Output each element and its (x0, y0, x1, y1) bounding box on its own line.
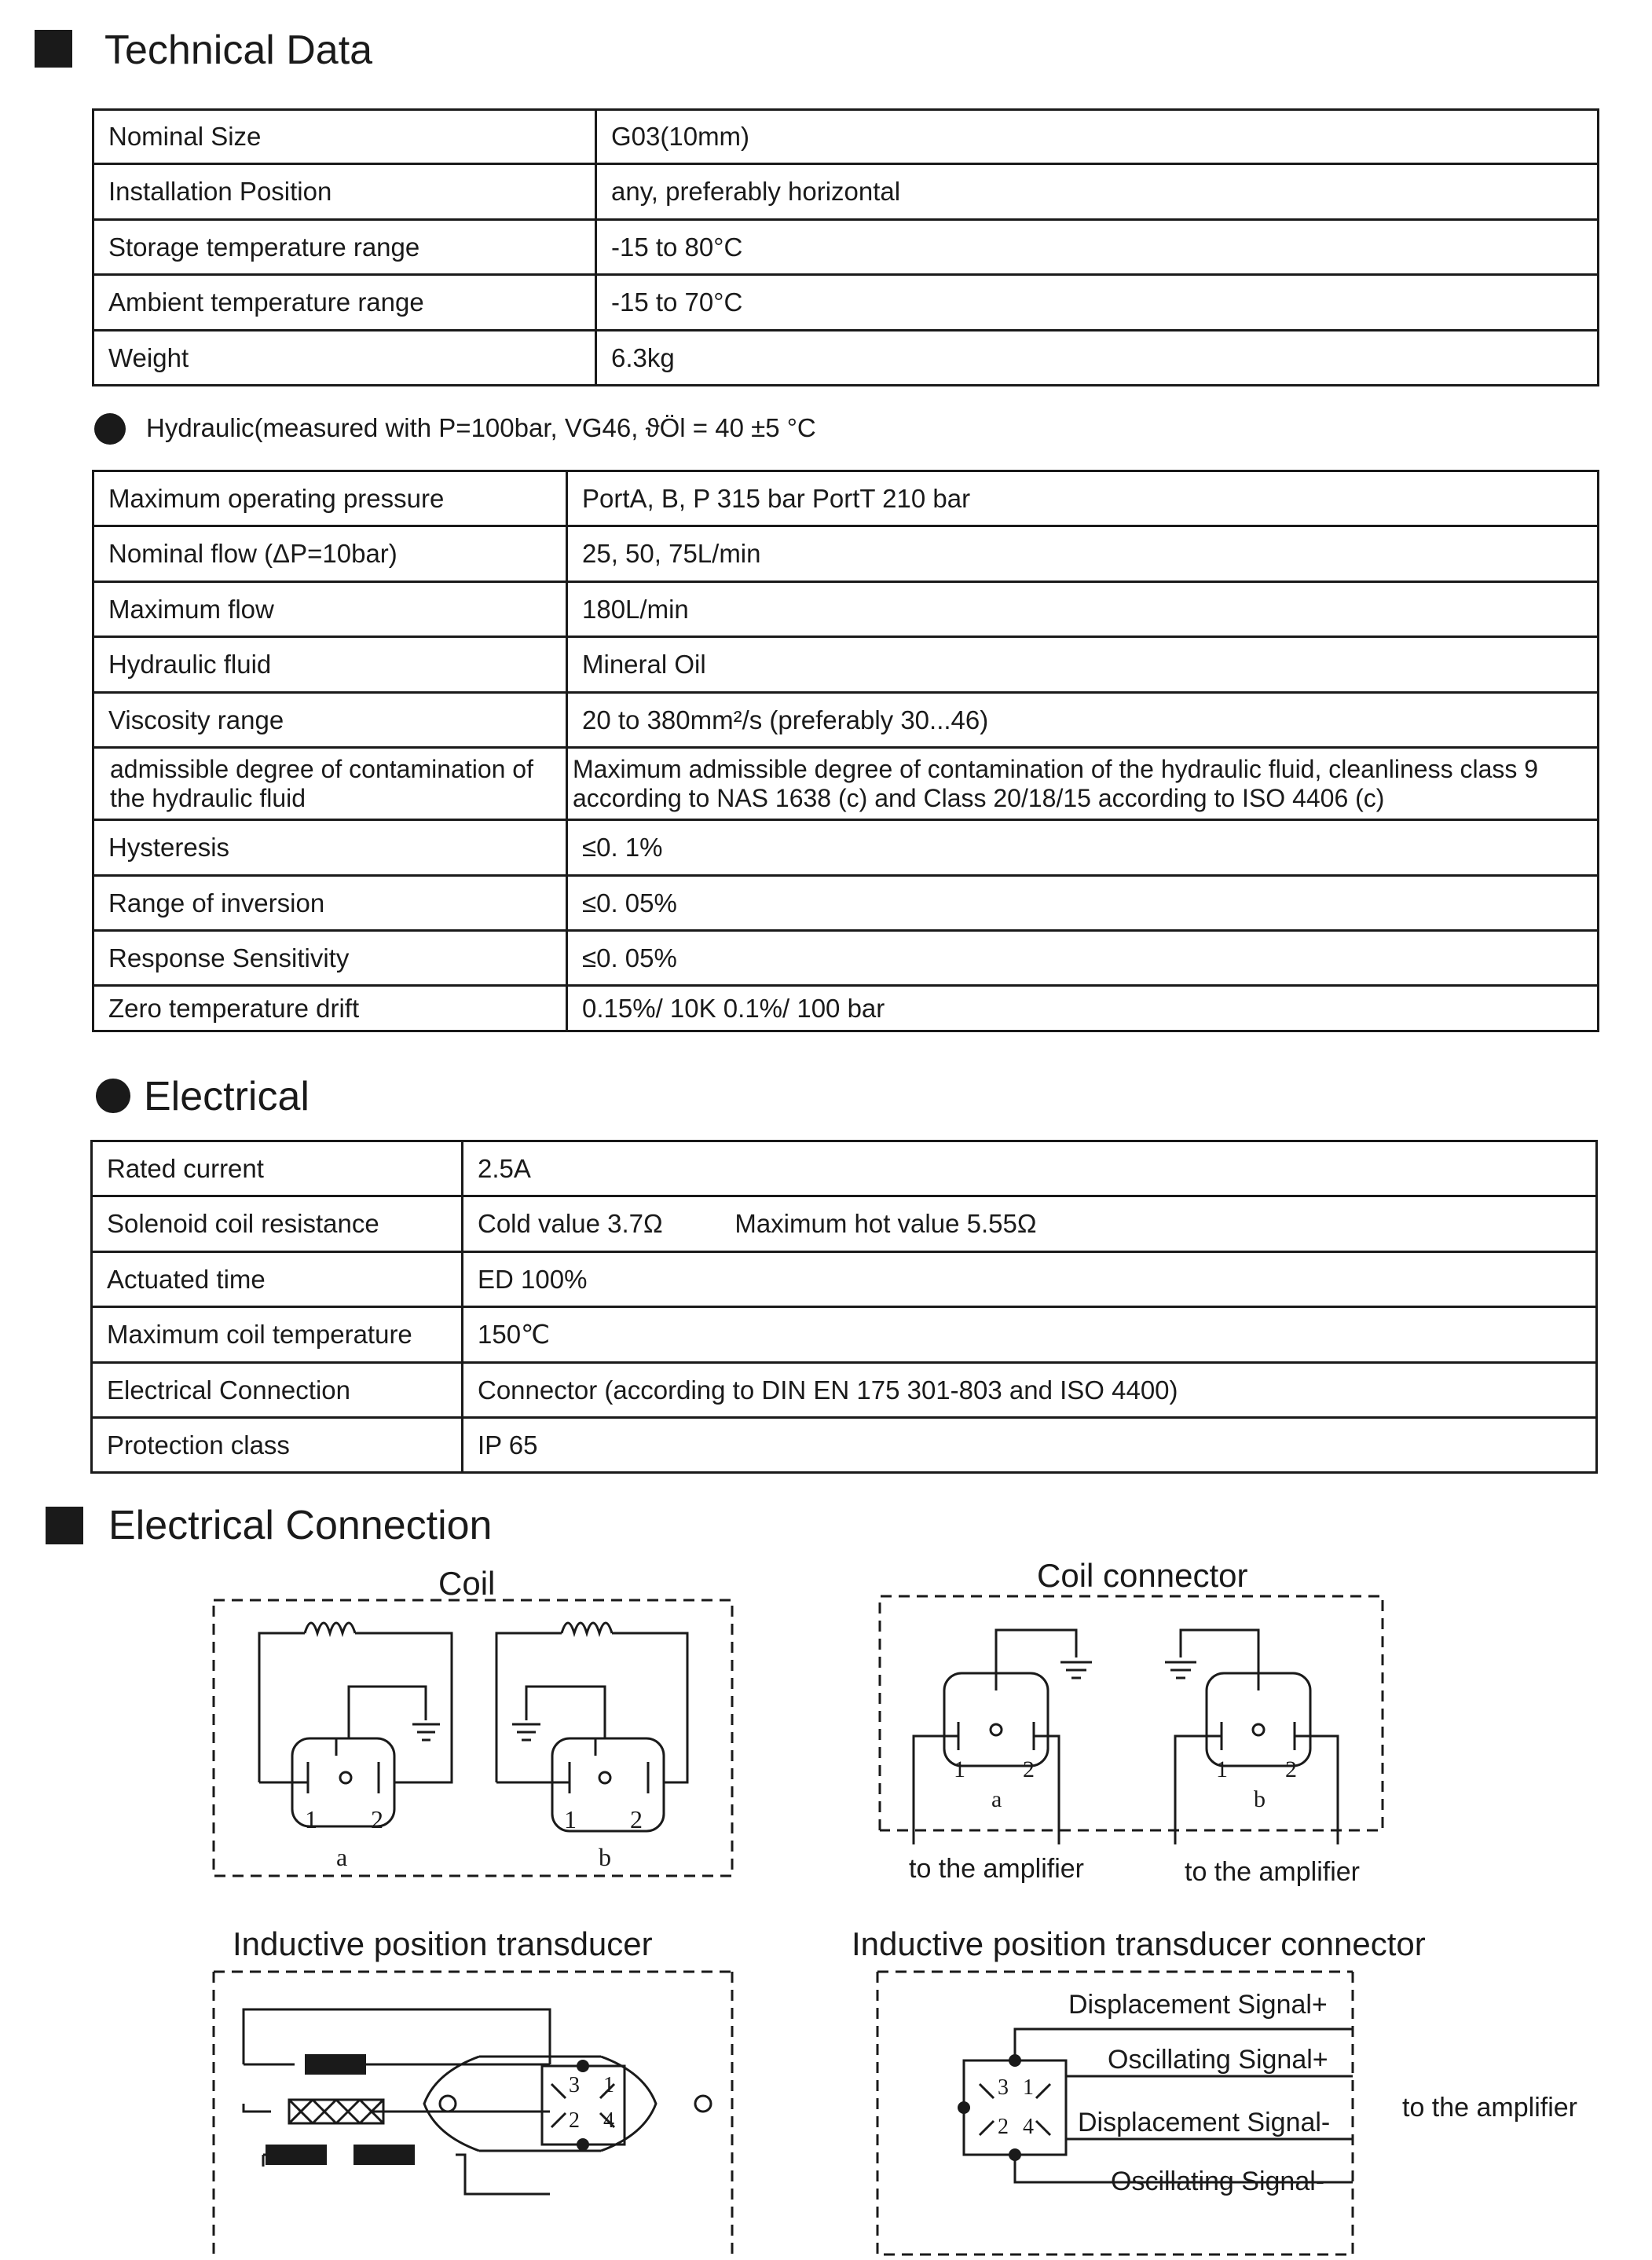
pin-label: 1 (305, 1805, 317, 1833)
mounting-hole-icon (695, 2096, 711, 2112)
signal-label: Oscillating Signal+ (1108, 2045, 1328, 2075)
row-value: ≤0. 05% (567, 876, 1599, 931)
pin-icon (340, 1772, 351, 1783)
row-label: Rated current (92, 1141, 463, 1196)
connector-label-a: a (336, 1843, 348, 1871)
pin-icon (996, 1630, 1076, 1673)
row-label: Actuated time (92, 1252, 463, 1307)
table-row (93, 693, 1599, 748)
connector-label-b: b (599, 1843, 611, 1871)
row-label: Weight (93, 331, 596, 386)
electrical-table (90, 1140, 1598, 1474)
table-row (92, 1196, 1597, 1252)
wire (259, 1633, 305, 1782)
ground-icon (1060, 1662, 1092, 1678)
row-value: IP 65 (463, 1418, 1597, 1473)
technical-data-table (92, 108, 1599, 386)
pin-icon (526, 1687, 605, 1738)
transducer-connector-title: Inductive position transducer connector (852, 1925, 1426, 1962)
pin-icon (1181, 1630, 1258, 1673)
row-label: Viscosity range (93, 693, 567, 748)
connector-body-icon (964, 2060, 1066, 2155)
pin-label: 3 (998, 2075, 1009, 2100)
coil-connector-diagram (878, 1595, 1385, 1854)
row-label: Zero temperature drift (93, 986, 567, 1031)
row-label: Response Sensitivity (93, 931, 567, 986)
pin-label: 1 (1216, 1756, 1228, 1782)
row-value: ≤0. 05% (567, 931, 1599, 986)
pin-icon (980, 2084, 1050, 2135)
connector-label-b: b (1254, 1786, 1266, 1812)
section-marker (35, 30, 72, 68)
table-row (93, 637, 1599, 693)
electrical-heading: Electrical (144, 1074, 310, 1119)
pin-label: 2 (1023, 1756, 1035, 1782)
table-row (93, 110, 1599, 164)
row-value: ED 100% (463, 1252, 1597, 1307)
pin-label: 2 (1285, 1756, 1297, 1782)
coil-winding-icon (266, 2145, 327, 2165)
pin-label: 1 (1023, 2075, 1034, 2100)
pin-label: 1 (564, 1805, 577, 1833)
bullet-icon (96, 1079, 130, 1113)
row-value: Cold value 3.7Ω Maximum hot value 5.55Ω (463, 1196, 1597, 1252)
pin-icon (577, 2060, 589, 2072)
dashed-frame (880, 1596, 1383, 1830)
table-row (93, 931, 1599, 986)
coil-winding-icon (353, 2145, 415, 2165)
technical-data-title: Technical Data (104, 27, 373, 73)
electrical-connection-title: Electrical Connection (108, 1503, 493, 1548)
row-value: ≤0. 1% (567, 820, 1599, 876)
transducer-housing-icon (424, 2057, 656, 2151)
pin-label: 4 (603, 2108, 614, 2133)
row-label: Installation Position (93, 164, 596, 220)
row-value: Mineral Oil (567, 637, 1599, 693)
amplifier-label: to the amplifier (909, 1854, 1084, 1884)
bullet-icon (94, 413, 126, 445)
pin-icon (958, 2101, 970, 2114)
transducer-diagram (212, 1970, 734, 2257)
pin-label: 2 (371, 1805, 383, 1833)
row-label: Storage temperature range (93, 220, 596, 275)
row-value: 150℃ (463, 1307, 1597, 1363)
pin-icon (1009, 2148, 1021, 2161)
coil-winding-icon (305, 2054, 366, 2075)
row-value: Connector (according to DIN EN 175 301-803 and ISO 4400) (463, 1363, 1597, 1418)
row-label: Protection class (92, 1418, 463, 1473)
table-row (93, 820, 1599, 876)
ground-icon (1165, 1662, 1196, 1678)
pin-label: 1 (954, 1756, 965, 1782)
hydraulic-table (92, 470, 1599, 1032)
hydraulic-heading: Hydraulic(measured with P=100bar, VG46, ϑÖl = 40 ±5 °C (146, 413, 816, 442)
pin-label: 2 (998, 2115, 1009, 2139)
row-value: 20 to 380mm²/s (preferably 30...46) (567, 693, 1599, 748)
table-row (93, 220, 1599, 275)
row-label: Maximum coil temperature (92, 1307, 463, 1363)
dashed-frame (214, 1972, 732, 2255)
table-row (93, 331, 1599, 386)
coil-connector-title: Coil connector (1037, 1557, 1248, 1594)
row-value: 2.5A (463, 1141, 1597, 1196)
pin-label: 3 (569, 2073, 580, 2097)
pin-icon (577, 2138, 589, 2151)
table-row (92, 1141, 1597, 1196)
row-label: Range of inversion (93, 876, 567, 931)
row-value: -15 to 70°C (596, 275, 1599, 331)
row-label: Electrical Connection (92, 1363, 463, 1418)
pin-icon (1175, 1673, 1338, 1844)
signal-label: Displacement Signal+ (1068, 1990, 1328, 2020)
row-value: 6.3kg (596, 331, 1599, 386)
row-value: any, preferably horizontal (596, 164, 1599, 220)
coil-diagram (212, 1599, 734, 1881)
table-row (93, 876, 1599, 931)
amplifier-label: to the amplifier (1185, 1857, 1360, 1887)
pin-icon (991, 1724, 1002, 1735)
row-value: 0.15%/ 10K 0.1%/ 100 bar (567, 986, 1599, 1031)
row-label: Hysteresis (93, 820, 567, 876)
signal-label: Oscillating Signal- (1111, 2167, 1325, 2196)
table-row (92, 1252, 1597, 1307)
pin-icon (599, 1772, 610, 1783)
row-value: Maximum admissible degree of contamination of the hydraulic fluid, cleanliness class 9 according to NAS 1638 (c) and Class 20/18/15 according to ISO 4406 (c) (567, 748, 1599, 820)
table-row (93, 471, 1599, 526)
coil-winding-icon (562, 1623, 612, 1633)
pin-label: 2 (569, 2108, 580, 2133)
coil-title: Coil (438, 1565, 496, 1602)
table-row (93, 986, 1599, 1031)
table-row (93, 748, 1599, 820)
pin-icon (1009, 2054, 1021, 2067)
row-label: Maximum operating pressure (93, 471, 567, 526)
table-row (93, 164, 1599, 220)
ground-icon (412, 1724, 440, 1740)
row-label: Nominal flow (ΔP=10bar) (93, 526, 567, 582)
table-row (93, 526, 1599, 582)
row-label: admissible degree of contamination of the hydraulic fluid (93, 748, 567, 820)
signal-label: Displacement Signal- (1078, 2108, 1331, 2137)
table-row (92, 1307, 1597, 1363)
row-value: PortA, B, P 315 bar PortT 210 bar (567, 471, 1599, 526)
shield-hatch-icon (289, 2100, 383, 2123)
pin-icon (1253, 1724, 1264, 1735)
pin-icon (349, 1687, 426, 1738)
coil-winding-icon (305, 1623, 355, 1633)
dashed-frame (214, 1600, 732, 1876)
row-label: Solenoid coil resistance (92, 1196, 463, 1252)
pin-icon (259, 1738, 379, 1793)
pin-icon (496, 1738, 648, 1793)
row-value: -15 to 80°C (596, 220, 1599, 275)
mounting-hole-icon (440, 2096, 456, 2112)
connector-label-a: a (991, 1786, 1002, 1812)
table-row (92, 1363, 1597, 1418)
pin-icon (914, 1673, 1059, 1844)
ground-icon (512, 1724, 540, 1740)
section-marker (46, 1507, 83, 1544)
pin-label: 4 (1023, 2115, 1034, 2139)
row-label: Maximum flow (93, 582, 567, 637)
row-label: Ambient temperature range (93, 275, 596, 331)
amplifier-label: to the amplifier (1402, 2093, 1577, 2123)
row-value: 180L/min (567, 582, 1599, 637)
transducer-title: Inductive position transducer (233, 1925, 653, 1962)
row-value: 25, 50, 75L/min (567, 526, 1599, 582)
wire (355, 1633, 452, 1782)
pin-label: 2 (630, 1805, 643, 1833)
pin-label: 1 (603, 2073, 614, 2097)
row-value: G03(10mm) (596, 110, 1599, 164)
wire (612, 1633, 687, 1782)
row-label: Nominal Size (93, 110, 596, 164)
table-row (93, 582, 1599, 637)
table-row (93, 275, 1599, 331)
row-label: Hydraulic fluid (93, 637, 567, 693)
table-row (92, 1418, 1597, 1473)
